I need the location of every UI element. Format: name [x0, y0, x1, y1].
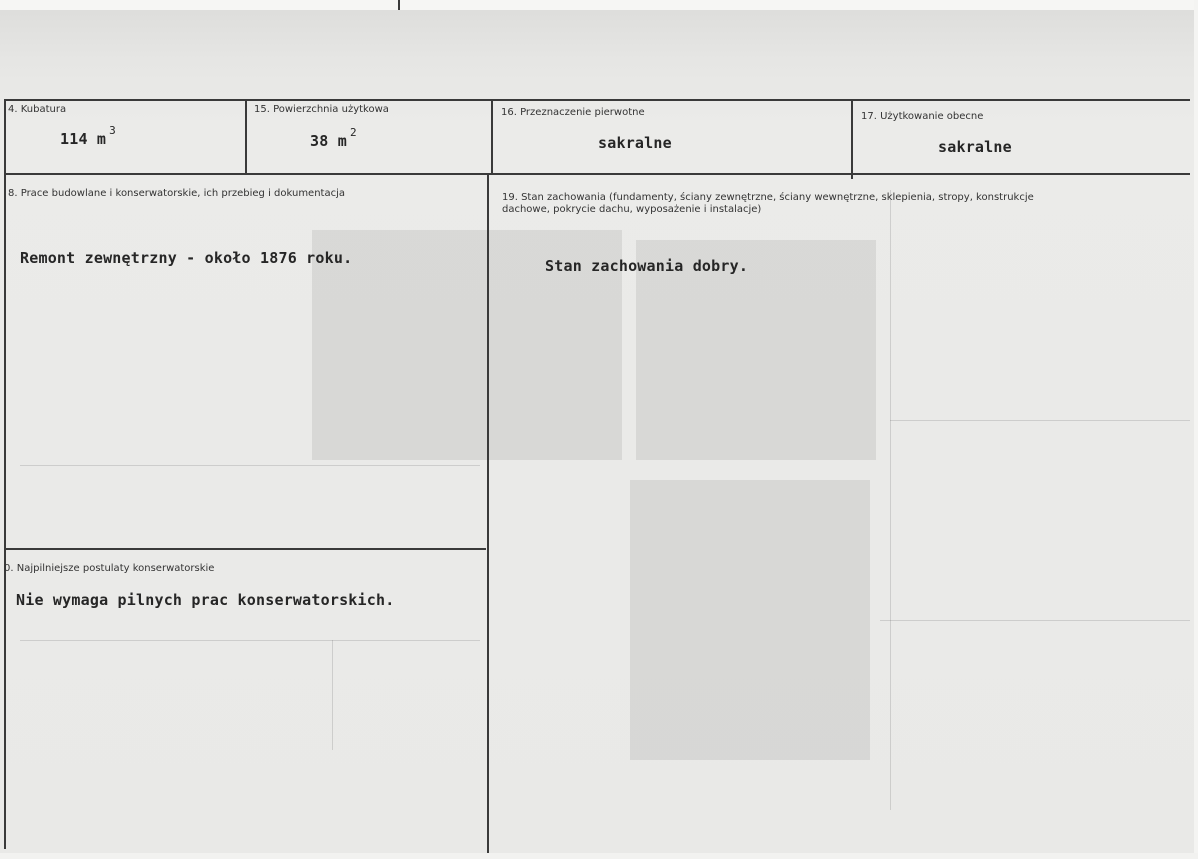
- stan-zachowania-label: 19. Stan zachowania (fundamenty, ściany zewnętrzne, ściany wewnętrzne, sklepienia, stropy, konstrukcje dachowe, pokrycie dachu, wyposażenie i instalacje): [502, 192, 1034, 215]
- row1-bottom-rule: [4, 173, 1190, 175]
- powierzchnia-value: 38 m $^2$: [310, 126, 357, 150]
- section20-top-rule: [4, 548, 486, 550]
- left-border: [4, 99, 6, 849]
- bleed-through-line: [890, 420, 1190, 421]
- prace-budowlane-label: 8. Prace budowlane i konserwatorskie, ich przebieg i dokumentacja: [8, 188, 346, 199]
- page-edge-top: [0, 0, 1198, 10]
- row1-top-rule: [4, 99, 1190, 101]
- page-edge-bottom: [0, 853, 1198, 859]
- col-divider-lower: [487, 173, 489, 853]
- prace-budowlane-value: Remont zewnętrzny - około 1876 roku.: [20, 249, 353, 267]
- powierzchnia-label: 15. Powierzchnia użytkowa: [254, 104, 389, 115]
- col-divider-14-15: [245, 99, 247, 174]
- powierzchnia-exponent: 2: [349, 126, 357, 139]
- page-edge-right: [1194, 0, 1198, 859]
- col-divider-16-17: [851, 99, 853, 179]
- przeznaczenie-value: sakralne: [598, 134, 672, 152]
- col-divider-15-16: [491, 99, 493, 174]
- postulaty-label: 0. Najpilniejsze postulaty konserwatorskie: [4, 563, 215, 574]
- postulaty-value: Nie wymaga pilnych prac konserwatorskich.: [16, 591, 395, 609]
- stan-zachowania-value: Stan zachowania dobry.: [545, 257, 749, 275]
- kubatura-label: 4. Kubatura: [8, 104, 67, 115]
- bleed-through-line: [890, 190, 891, 810]
- przeznaczenie-label: 16. Przeznaczenie pierwotne: [501, 107, 645, 118]
- top-divider-stub: [398, 0, 400, 10]
- kubatura-value: 114 m $^3$: [60, 124, 116, 148]
- kubatura-exponent: 3: [109, 124, 116, 137]
- bleed-through-line: [880, 620, 1190, 621]
- bleed-through-line: [20, 640, 480, 641]
- bleed-through-photo: [630, 480, 870, 760]
- uzytkowanie-label: 17. Użytkowanie obecne: [861, 111, 984, 122]
- bleed-through-line: [20, 465, 480, 466]
- bleed-through-line: [332, 640, 333, 750]
- uzytkowanie-value: sakralne: [938, 138, 1012, 156]
